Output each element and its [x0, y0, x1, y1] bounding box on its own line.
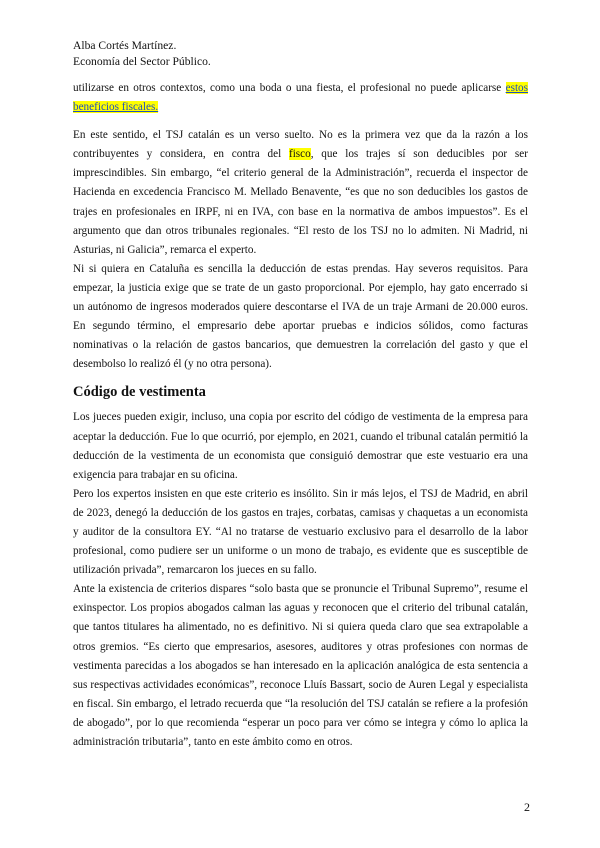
- paragraph-6: Ante la existencia de criterios dispares “solo basta que se pronuncie el Tribunal Supremo”, resume el exinspector. Los propios abogados calman las aguas y reconocen que el criterio del tribunal catalán, que tantos titulares ha alimentado, no es definitivo. Ni si quiera queda claro que sea extrapolable a otros gremios. “Es cierto que empresarios, asesores, auditores y otras profesiones con normas de vestimenta parecidas a los abogados se han interesado en la aplicación analógica de esta sentencia a sus respectivas actividades económicas”, reconoce Lluís Bassart, socio de Auren Legal y especialista en fiscal. Sin embargo, el letrado recuerda que “la resolución del TSJ catalán se refiere a la profesión de abogado”, por lo que recomienda “esperar un poco para ver cómo se integra y cómo lo aplica la administración tributaria”, tanto en este ámbito como en otros.: [73, 583, 528, 748]
- highlighted-word: fisco: [288, 148, 311, 161]
- paragraph-2: [73, 126, 528, 260]
- header-author: Alba Cortés Martínez.: [73, 39, 177, 52]
- page-number: 2: [524, 800, 530, 814]
- paragraph-5: Pero los expertos insisten en que este criterio es insólito. Sin ir más lejos, el TSJ de Madrid, en abril de 2023, denegó la deducción de los gastos en trajes, corbatas, camisas y chaquetas a un economista y auditor de la consultora EY. “Al no tratarse de vestuario exclusivo para el desarrollo de la labor profesional, como pudiere ser un uniforme o un mono de trabajo, es evidente que es susceptible de utilización privada”, remarcaron los jueces en su fallo.: [73, 487, 528, 577]
- paragraph-gap: [73, 117, 528, 126]
- paragraph-1-text: utilizarse en otros contextos, como una boda o una fiesta, el profesional no puede aplicarse: [73, 82, 506, 94]
- paragraph-4: Los jueces pueden exigir, incluso, una copia por escrito del código de vestimenta de la empresa para aceptar la deducción. Fue lo que ocurrió, por ejemplo, en 2021, cuando el tribunal catalán permitió la deducción de la vestimenta de un economista que consiguió demostrar que este vestuario era una exigencia para trabajar en su oficina.: [73, 411, 528, 481]
- paragraph-1: [73, 79, 528, 117]
- tax-benefits-link[interactable]: estos beneficios fiscales.: [73, 82, 528, 114]
- paragraph-2-text-a: En este sentido, el TSJ catalán es un verso suelto. No es la primera vez que da la razón a los contribuyentes y considera, en contra del: [73, 129, 528, 161]
- page-header: [73, 38, 211, 70]
- header-course: Economía del Sector Público.: [73, 55, 211, 68]
- section-heading: Código de vestimenta: [73, 384, 206, 401]
- paragraph-3: Ni si quiera en Cataluña es sencilla la deducción de estas prendas. Hay severos requisitos. Para empezar, la justicia exige que se trate de un gasto proporcional. Por ejemplo, hay gato encerrado si un autónomo de ingresos moderados quiere descontarse el IVA de un traje Armani de 20.000 euros. En segundo término, el empresario debe aportar pruebas e indicios sólidos, como facturas nominativas o la relación de gastos bancarios, que demuestren la correlación del gasto y que el desembolso lo realizó él (y no otra persona).: [73, 262, 528, 371]
- paragraph-2-text-b: , que los trajes sí son deducibles por ser imprescindibles. Sin embargo, “el criterio general de la Administración”, recuerda el inspector de Hacienda en excedencia Francisco M. Mellado Benavente, “es que no son deducibles los gastos de trajes en profesionales en IRPF, ni en IVA, con base en la normativa de ambos impuestos”. Es el argumento que dan otros tribunales regionales. “El resto de los TSJ no lo admiten. Ni Madrid, ni Asturias, ni Galicia”, remarca el experto.: [73, 148, 528, 256]
- document-body: [73, 79, 528, 752]
